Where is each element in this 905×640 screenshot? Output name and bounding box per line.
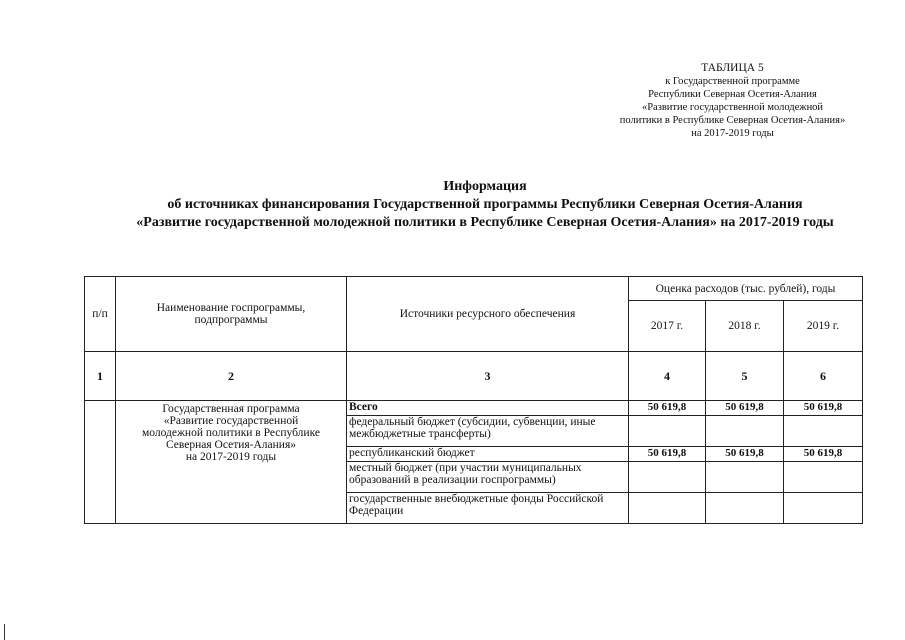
header-sources: Источники ресурсного обеспечения bbox=[347, 277, 629, 352]
heading-subtitle: об источниках финансирования Государственной программы Республики Северная Осетия-Алания bbox=[167, 197, 803, 212]
document-heading bbox=[60, 178, 905, 232]
value-cell bbox=[706, 493, 784, 524]
value-cell bbox=[784, 416, 863, 447]
column-number: 2 bbox=[116, 352, 347, 401]
program-name-line: Северная Осетия-Алания» bbox=[165, 439, 296, 451]
heading-subtitle: «Развитие государственной молодежной политики в Республике Северная Осетия-Алания» на 2017-2019 годы bbox=[136, 215, 834, 230]
column-numbers-row bbox=[85, 352, 863, 401]
value-cell bbox=[784, 493, 863, 524]
table-row bbox=[85, 401, 863, 416]
column-number: 1 bbox=[85, 352, 116, 401]
program-name-line: молодежной политики в Республике bbox=[142, 427, 320, 439]
value-cell bbox=[706, 462, 784, 493]
program-name-cell bbox=[116, 401, 347, 524]
annex-line: Республики Северная Осетия-Алания bbox=[648, 89, 817, 100]
row-number-cell bbox=[85, 401, 116, 524]
financing-table bbox=[84, 276, 863, 524]
header-year-2019: 2019 г. bbox=[784, 301, 863, 352]
source-federal: федеральный бюджет (субсидии, субвенции, иные межбюджетные трансферты) bbox=[347, 416, 629, 447]
header-estimate: Оценка расходов (тыс. рублей), годы bbox=[629, 277, 863, 301]
header-year-2017: 2017 г. bbox=[629, 301, 706, 352]
column-number: 3 bbox=[347, 352, 629, 401]
scan-margin-mark bbox=[4, 624, 5, 640]
annex-line: к Государственной программе bbox=[665, 76, 800, 87]
program-name-line: на 2017-2019 годы bbox=[185, 451, 277, 463]
heading-title: Информация bbox=[443, 179, 527, 194]
annex-table-number: ТАБЛИЦА 5 bbox=[701, 62, 764, 74]
value-cell: 50 619,8 bbox=[629, 401, 706, 416]
header-row bbox=[85, 277, 863, 301]
value-cell bbox=[629, 493, 706, 524]
annex-block bbox=[580, 62, 885, 140]
column-number: 5 bbox=[706, 352, 784, 401]
program-name-line: «Развитие государственной bbox=[163, 415, 299, 427]
program-name-line: Государственная программа bbox=[162, 403, 300, 415]
annex-line: политики в Республике Северная Осетия-Алания» bbox=[619, 115, 846, 126]
header-num: п/п bbox=[85, 277, 116, 352]
value-cell: 50 619,8 bbox=[784, 401, 863, 416]
header-year-2018: 2018 г. bbox=[706, 301, 784, 352]
value-cell bbox=[629, 416, 706, 447]
column-number: 4 bbox=[629, 352, 706, 401]
source-extrabudgetary: государственные внебюджетные фонды Российской Федерации bbox=[347, 493, 629, 524]
value-cell: 50 619,8 bbox=[629, 447, 706, 462]
annex-line: на 2017-2019 годы bbox=[691, 128, 774, 139]
header-program: Наименование госпрограммы, подпрограммы bbox=[116, 277, 347, 352]
source-total: Всего bbox=[347, 401, 629, 416]
value-cell bbox=[706, 416, 784, 447]
value-cell bbox=[629, 462, 706, 493]
column-number: 6 bbox=[784, 352, 863, 401]
value-cell: 50 619,8 bbox=[706, 401, 784, 416]
value-cell bbox=[784, 462, 863, 493]
value-cell: 50 619,8 bbox=[784, 447, 863, 462]
source-republican: республиканский бюджет bbox=[347, 447, 629, 462]
source-local: местный бюджет (при участии муниципальных образований в реализации госпрограммы) bbox=[347, 462, 629, 493]
value-cell: 50 619,8 bbox=[706, 447, 784, 462]
annex-line: «Развитие государственной молодежной bbox=[641, 102, 824, 113]
